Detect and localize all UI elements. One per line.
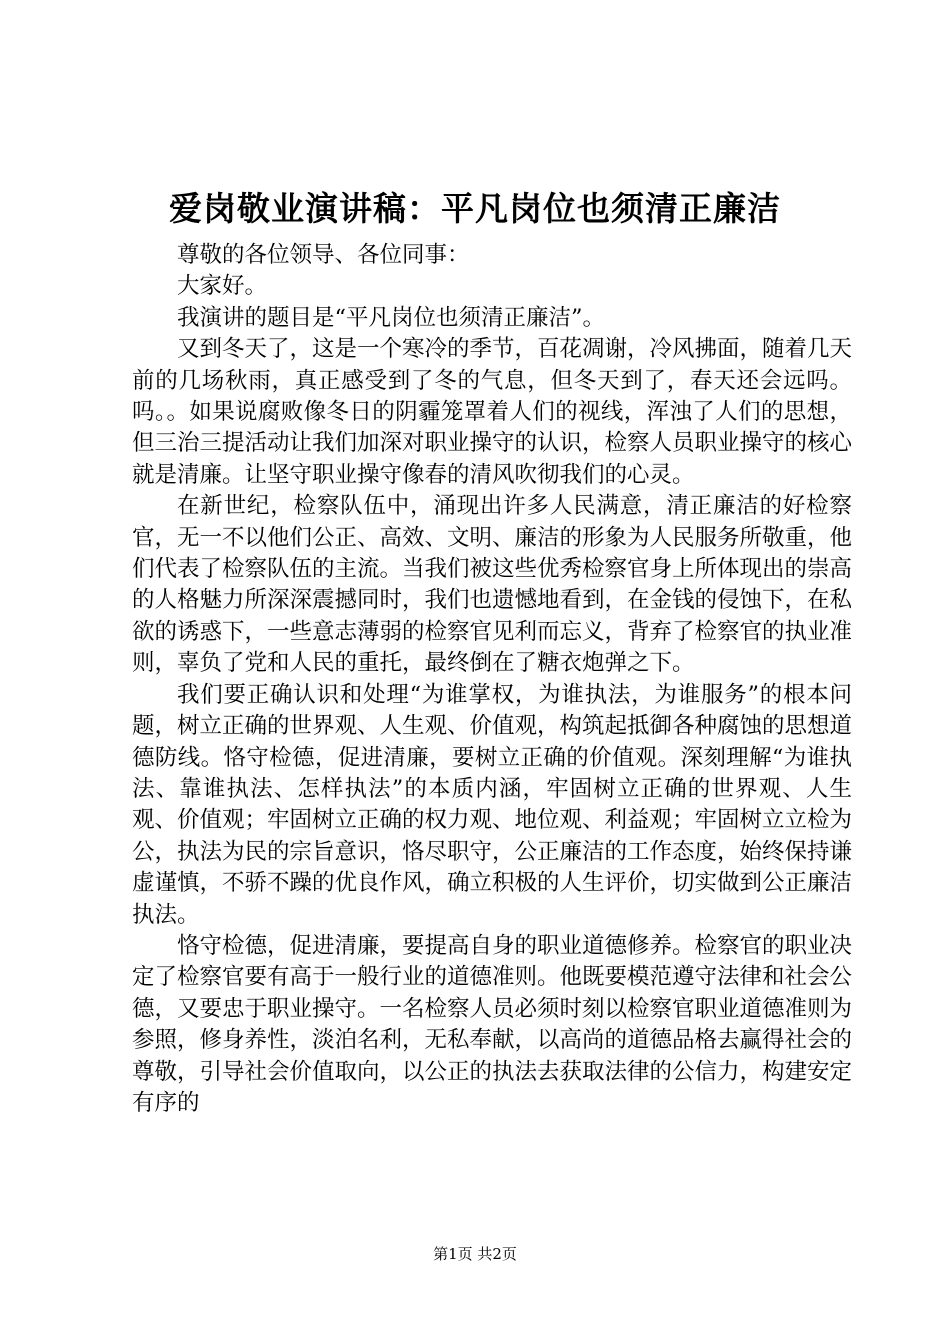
- paragraph-new-century: 在新世纪，检察队伍中，涌现出许多人民满意，清正廉洁的好检察官，无一不以他们公正、高效、文明、廉洁的形象为人民服务所敬重，他们代表了检察队伍的主流。当我们被这些优秀检察官身上所体现出的崇高的人格魅力所深深震撼同时，我们也遗憾地看到，在金钱的侵蚀下，在私欲的诱惑下，一些意志薄弱的检察官见利而忘义，背弃了检察官的执业准则，辜负了党和人民的重托，最终倒在了糖衣炮弹之下。: [132, 493, 853, 677]
- paragraph-winter: 又到冬天了，这是一个寒冷的季节，百花凋谢，冷风拂面，随着几天前的几场秋雨，真正感受到了冬的气息，但冬天到了，春天还会远吗。吗。。如果说腐败像冬日的阴霾笼罩着人们的视线，浑浊了人们的思想，但三治三提活动让我们加深对职业操守的认识，检察人员职业操守的核心就是清廉。让坚守职业操守像春的清风吹彻我们的心灵。: [132, 336, 853, 488]
- page-number-footer: 第1页 共2页: [433, 1245, 517, 1263]
- document-body: [132, 240, 852, 1119]
- paragraph-correct-values: 我们要正确认识和处理“为谁掌权，为谁执法，为谁服务”的根本问题，树立正确的世界观、人生观、价值观，构筑起抵御各种腐蚀的思想道德防线。恪守检德，促进清廉，要树立正确的价值观。深刻理解“为谁执法、靠谁执法、怎样执法”的本质内涵，牢固树立正确的世界观、人生观、价值观；牢固树立正确的权力观、地位观、利益观；牢固树立立检为公，执法为民的宗旨意识，恪尽职守，公正廉洁的工作态度，始终保持谦虚谨慎，不骄不躁的优良作风，确立积极的人生评价，切实做到公正廉洁执法。: [132, 681, 853, 928]
- speech-topic: 我演讲的题目是“平凡岗位也须清正廉洁”。: [177, 304, 606, 331]
- greeting: 大家好。: [177, 273, 268, 300]
- salutation: 尊敬的各位领导、各位同事：: [177, 242, 470, 268]
- paragraph-ethics: 恪守检德，促进清廉，要提高自身的职业道德修养。检察官的职业决定了检察官要有高于一般行业的道德准则。他既要模范遵守法律和社会公德，又要忠于职业操守。一名检察人员必须时刻以检察官职业道德准则为参照，修身养性，淡泊名利，无私奉献，以高尚的道德品格去赢得社会的尊敬，引导社会价值取向，以公正的执法去获取法律的公信力，构建安定有序的: [132, 932, 853, 1116]
- document-title: 爱岗敬业演讲稿：平凡岗位也须清正廉洁: [169, 189, 781, 228]
